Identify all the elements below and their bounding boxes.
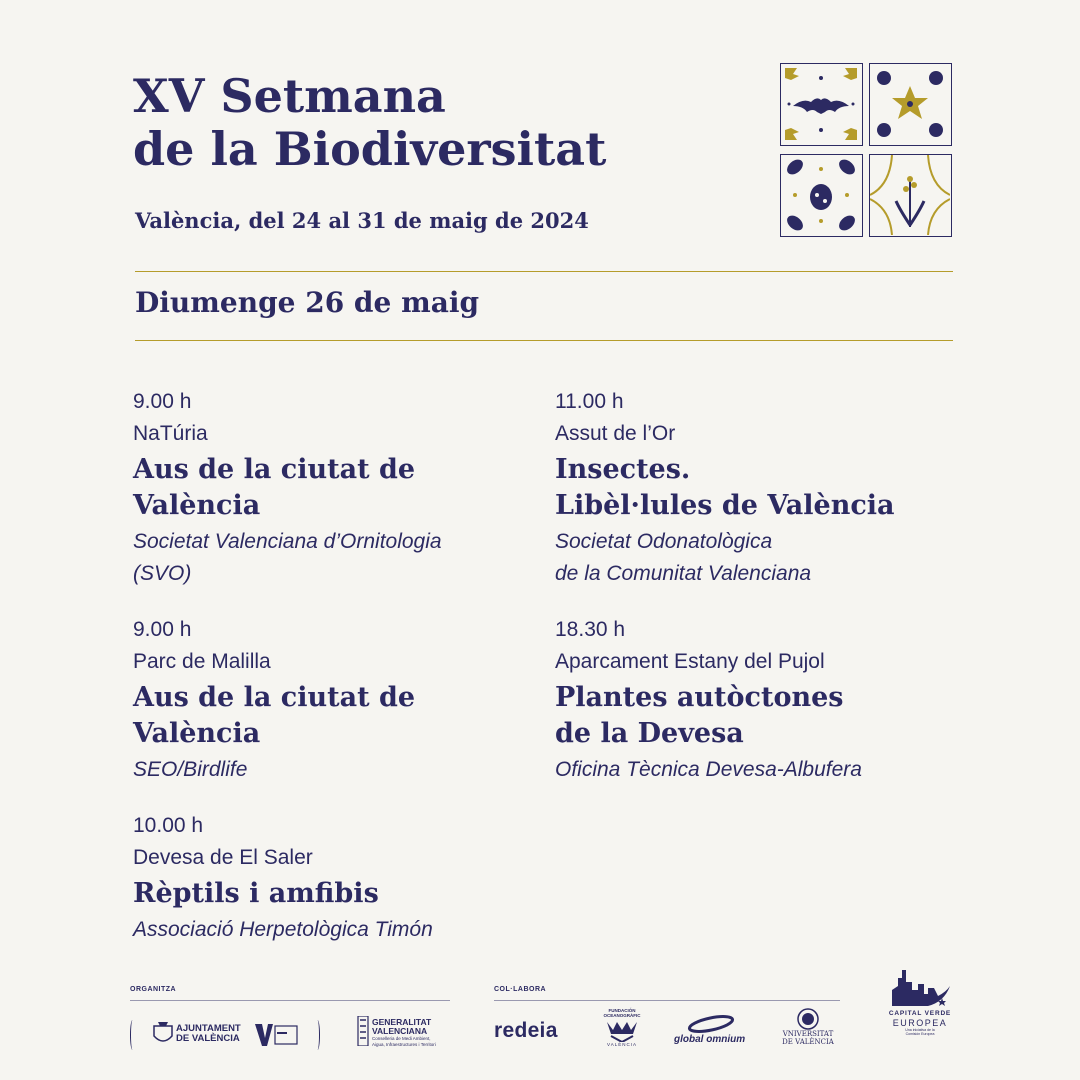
oceanografic-line: OCEANOGRÀFIC <box>603 1013 641 1018</box>
event-title <box>133 680 533 752</box>
collabora-divider <box>494 1000 840 1001</box>
capital-verde-logo <box>884 966 956 1036</box>
page-title <box>133 70 606 176</box>
event-organizer <box>555 526 955 590</box>
event-organizer <box>133 754 533 786</box>
event-item <box>133 614 533 786</box>
capital-verde-line: Una iniciativa de la <box>905 1028 935 1032</box>
event-time: 10.00 h <box>133 814 204 837</box>
event-time: 9.00 h <box>133 390 192 413</box>
event-title <box>133 452 533 524</box>
v-logo <box>255 1024 299 1051</box>
event-title-line: Aus de la ciutat de València <box>133 682 416 749</box>
event-place: Parc de Malilla <box>133 650 271 673</box>
event-organizer-line: Societat Odonatològica <box>555 530 773 553</box>
event-title-line: Libèl·lules de València <box>555 490 895 521</box>
event-place: NaTúria <box>133 422 208 445</box>
organitza-label: ORGANITZA <box>130 986 177 993</box>
capital-verde-line: CAPITAL VERDE <box>888 1010 952 1017</box>
collabora-label: COL·LABORA <box>494 986 547 993</box>
bat-icon <box>780 63 863 146</box>
bracket-left <box>130 1020 135 1050</box>
crown-wave-icon <box>605 1020 639 1042</box>
title-line-2: de la Biodiversitat <box>133 122 607 176</box>
ajuntament-line: DE VALÈNCIA <box>176 1033 240 1044</box>
events-right-column <box>555 386 955 810</box>
universitat-logo <box>778 1008 838 1046</box>
global-omnium-logo <box>674 1014 745 1045</box>
generalitat-line: Aigua, Infraestructures i Territori <box>372 1042 436 1047</box>
event-place: Devesa de El Saler <box>133 846 313 869</box>
event-title <box>555 680 955 752</box>
event-time: 11.00 h <box>555 390 624 413</box>
event-organizer <box>555 754 955 786</box>
generalitat-line: Conselleria de Medi Ambient, <box>372 1036 431 1041</box>
global-omnium-text: global omnium <box>674 1034 746 1045</box>
day-heading: Diumenge 26 de maig <box>135 286 480 319</box>
redeia-logo: redeia <box>494 1019 558 1042</box>
event-place: Assut de l’Or <box>555 422 676 445</box>
event-item <box>555 386 955 590</box>
event-organizer-line: Societat Valenciana d’Ornitologia <box>133 530 442 553</box>
generalitat-line: GENERALITAT <box>372 1017 432 1027</box>
event-organizer-line: de la Comunitat Valenciana <box>555 562 812 585</box>
capital-verde-line: EUROPEA <box>892 1018 948 1028</box>
title-line-1: XV Setmana <box>133 69 446 123</box>
event-organizer <box>133 914 533 946</box>
event-time: 18.30 h <box>555 618 626 641</box>
event-title <box>133 876 533 912</box>
event-organizer-line: Associació Herpetològica Timón <box>133 918 433 941</box>
capital-verde-line: Comisión Europea <box>905 1032 935 1036</box>
event-title-line: Insectes. <box>555 454 691 485</box>
organitza-divider <box>130 1000 450 1001</box>
event-time: 9.00 h <box>133 618 192 641</box>
event-item <box>133 810 533 946</box>
events-left-column <box>133 386 533 970</box>
event-organizer-line: Oficina Tècnica Devesa-Albufera <box>555 758 862 781</box>
divider-bottom <box>135 340 953 341</box>
swoosh-icon <box>686 1014 736 1034</box>
bracket-right <box>315 1020 320 1050</box>
generalitat-line: VALENCIANA <box>372 1026 428 1036</box>
plant-icon <box>869 154 952 237</box>
event-organizer-line: SEO/Birdlife <box>133 758 248 781</box>
generalitat-emblem-icon <box>356 1016 370 1046</box>
event-title-line: de la Devesa <box>555 718 744 749</box>
event-organizer-line: (SVO) <box>133 562 192 585</box>
coat-of-arms-icon <box>152 1020 174 1046</box>
event-organizer <box>133 526 533 590</box>
event-place: Aparcament Estany del Pujol <box>555 650 825 673</box>
ajuntament-line: AJUNTAMENT <box>176 1023 241 1034</box>
university-seal-icon <box>797 1008 819 1030</box>
oceanografic-line: VALÈNCIA <box>607 1042 637 1047</box>
ladybug-icon <box>780 154 863 237</box>
event-title-line: Rèptils i amfibis <box>133 878 379 909</box>
decorative-tiles <box>780 63 954 238</box>
oceanografic-line: FUNDACIÓN <box>608 1008 636 1013</box>
flower-icon <box>869 63 952 146</box>
universitat-line: DE VALÈNCIA <box>782 1038 834 1046</box>
event-title <box>555 452 955 524</box>
event-dates: València, del 24 al 31 de maig de 2024 <box>135 208 589 233</box>
universitat-line: VNIVERSITAT <box>782 1030 834 1038</box>
event-item <box>555 614 955 786</box>
city-skyline-icon <box>888 966 952 1010</box>
event-title-line: Plantes autòctones <box>555 682 844 713</box>
event-item <box>133 386 533 590</box>
event-title-line: Aus de la ciutat de València <box>133 454 416 521</box>
oceanografic-logo <box>598 1008 646 1048</box>
divider-top <box>135 271 953 272</box>
